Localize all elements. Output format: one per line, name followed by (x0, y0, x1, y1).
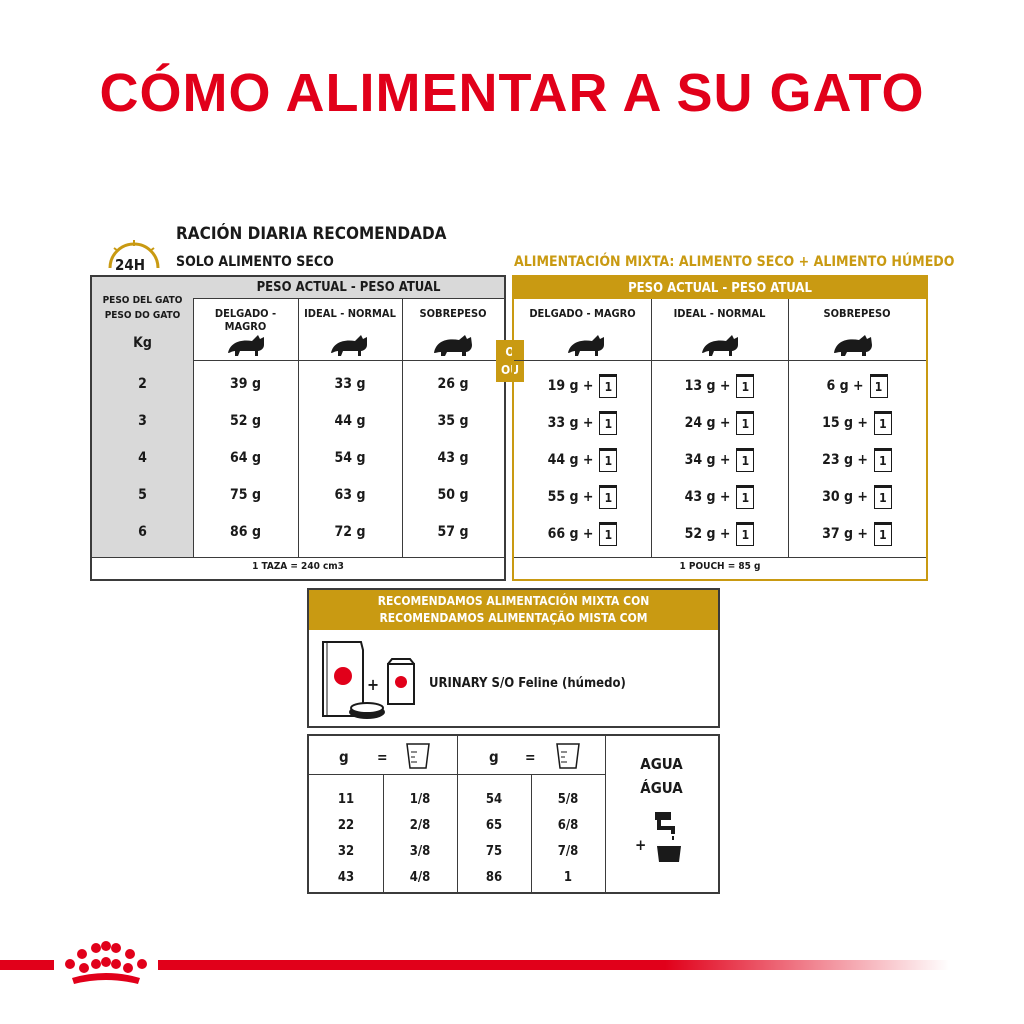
mixed-cell (651, 441, 788, 478)
pouch-icon: 1 (870, 374, 888, 398)
wet-pouch-icon (385, 658, 417, 708)
dry-cell: 50 g (437, 486, 469, 503)
mixed-cell (651, 367, 788, 404)
weight-label-es: PESO DEL GATO (102, 295, 183, 306)
dry-amount: 55 g + (547, 488, 594, 505)
table-row (514, 404, 926, 441)
pouch-icon: 1 (599, 411, 617, 435)
pouch-icon: 1 (874, 522, 892, 546)
cup-cell: 7/8 (557, 843, 579, 859)
cup-cell: 2/8 (409, 817, 431, 833)
weight-label (92, 293, 193, 323)
dry-cell: 57 g (437, 523, 469, 540)
recommendation-box (307, 588, 720, 728)
mixed-col-thin: DELGADO - MAGRO (529, 307, 636, 320)
page-title: CÓMO ALIMENTAR A SU GATO (99, 63, 925, 123)
weight-cell: 3 (138, 412, 147, 429)
mixed-heading: ALIMENTACIÓN MIXTA: ALIMENTO SECO + ALIMENTO HÚMEDO (514, 254, 955, 270)
daily-subheading: SOLO ALIMENTO SECO (176, 254, 334, 270)
pouch-icon: 1 (599, 522, 617, 546)
dry-amount: 23 g + (822, 451, 868, 468)
water-label-es: AGUA (640, 755, 683, 773)
table-row (92, 476, 504, 513)
table-row (92, 439, 504, 476)
dry-cell: 52 g (230, 412, 261, 429)
plus-sign: + (635, 836, 647, 854)
grams-cell: 54 (485, 791, 503, 807)
dry-amount: 33 g + (547, 414, 594, 431)
dry-amount: 43 g + (684, 488, 731, 505)
equals-sign: = (377, 750, 388, 766)
dry-amount: 13 g + (684, 377, 731, 394)
dry-cell: 75 g (230, 486, 261, 503)
dry-cell: 72 g (334, 523, 366, 540)
dry-amount: 37 g + (822, 525, 868, 542)
cat-icon (698, 329, 744, 357)
mixed-col-overweight: SOBREPESO (823, 307, 891, 320)
grams-cell: 86 (485, 869, 503, 885)
dry-amount: 66 g + (547, 525, 594, 542)
dry-amount: 15 g + (822, 414, 868, 431)
dry-cell: 63 g (334, 486, 366, 503)
grams-cell: 43 (337, 869, 355, 885)
pouch-icon: 1 (599, 485, 617, 509)
mixed-cell (788, 478, 926, 515)
table-row (92, 402, 504, 439)
cup-footnote: 1 TAZA = 240 cm3 (252, 561, 344, 572)
table-row (514, 515, 926, 552)
mixed-cell (788, 367, 926, 404)
cat-icon (327, 329, 373, 357)
pouch-icon: 1 (874, 411, 892, 435)
cat-icon (430, 329, 478, 357)
water-label (605, 752, 718, 800)
dry-cell: 44 g (334, 412, 366, 429)
dry-amount: 52 g + (684, 525, 731, 542)
grams-cell: 11 (337, 791, 355, 807)
equals-sign: = (525, 750, 536, 766)
mixed-cell (651, 515, 788, 552)
table-row (514, 367, 926, 404)
cup-cell: 1 (563, 869, 573, 885)
cat-icon (224, 329, 270, 357)
measuring-cup-icon (555, 742, 581, 770)
dry-cell: 35 g (437, 412, 469, 429)
mixed-cell (788, 441, 926, 478)
table-row (514, 478, 926, 515)
pouch-icon: 1 (599, 374, 617, 398)
grams-cell: 65 (485, 817, 503, 833)
dry-food-table (90, 275, 506, 581)
conversion-table (307, 734, 720, 894)
weight-cell: 6 (138, 523, 147, 540)
dry-cell: 86 g (230, 523, 261, 540)
dry-cell: 39 g (230, 375, 261, 392)
dry-amount: 30 g + (822, 488, 868, 505)
pouch-icon: 1 (874, 448, 892, 472)
dry-amount: 19 g + (547, 377, 594, 394)
dry-col-thin: DELGADO - MAGRO (214, 307, 277, 333)
clock-badge-label: 24H (115, 256, 146, 274)
pouch-footnote: 1 POUCH = 85 g (679, 561, 761, 572)
cup-cell: 1/8 (409, 791, 431, 807)
dry-amount: 44 g + (547, 451, 594, 468)
water-tap-icon (649, 808, 685, 868)
mixed-cell (514, 515, 651, 552)
mixed-cell (651, 478, 788, 515)
pouch-icon: 1 (736, 448, 754, 472)
pouch-icon: 1 (736, 374, 754, 398)
conversion-rows (309, 786, 605, 890)
pouch-icon: 1 (736, 411, 754, 435)
measuring-cup-icon (405, 742, 431, 770)
or-badge-pt: OU (501, 363, 519, 377)
dry-cell: 64 g (230, 449, 261, 466)
mixed-cell (514, 441, 651, 478)
cup-cell: 3/8 (409, 843, 431, 859)
pouch-icon: 1 (599, 448, 617, 472)
weight-label-pt: PESO DO GATO (104, 310, 181, 321)
mixed-cell (514, 367, 651, 404)
table-row (92, 513, 504, 550)
grams-cell: 22 (337, 817, 355, 833)
grams-label: g (339, 748, 349, 766)
dry-amount: 34 g + (684, 451, 731, 468)
table-row (309, 864, 605, 890)
cat-icon (830, 329, 878, 357)
dry-amount: 6 g + (826, 377, 864, 394)
mixed-cell (651, 404, 788, 441)
cup-cell: 5/8 (557, 791, 579, 807)
table-row (92, 365, 504, 402)
mixed-cell (788, 515, 926, 552)
dry-rows (92, 365, 504, 550)
mixed-cell (514, 478, 651, 515)
mixed-cell (514, 404, 651, 441)
mixed-food-table (512, 275, 928, 581)
grams-label: g (489, 748, 499, 766)
dry-table-header: PESO ACTUAL - PESO ATUAL (193, 277, 504, 299)
pouch-icon: 1 (874, 485, 892, 509)
pouch-icon: 1 (736, 522, 754, 546)
cup-cell: 4/8 (409, 869, 431, 885)
dry-cell: 54 g (334, 449, 366, 466)
weight-cell: 2 (138, 375, 147, 392)
dry-cell: 33 g (334, 375, 366, 392)
recommendation-pt: RECOMENDAMOS ALIMENTAÇÃO MISTA COM (379, 611, 648, 625)
dry-cell: 43 g (437, 449, 469, 466)
water-label-pt: ÁGUA (640, 779, 683, 797)
product-name: URINARY S/O Feline (húmedo) (429, 676, 626, 691)
table-row (309, 812, 605, 838)
table-row (309, 786, 605, 812)
daily-heading: RACIÓN DIARIA RECOMENDADA (176, 224, 447, 244)
table-row (514, 441, 926, 478)
table-row (309, 838, 605, 864)
cup-cell: 6/8 (557, 817, 579, 833)
or-badge-es: O (505, 345, 515, 359)
mixed-col-ideal: IDEAL - NORMAL (673, 307, 766, 320)
recommendation-header (309, 590, 718, 630)
cat-icon (564, 329, 610, 357)
mixed-rows (514, 367, 926, 552)
weight-cell: 4 (138, 449, 147, 466)
dry-col-overweight: SOBREPESO (419, 307, 487, 320)
unit-label: Kg (133, 335, 152, 351)
dry-amount: 24 g + (684, 414, 731, 431)
mixed-cell (788, 404, 926, 441)
dry-cell: 26 g (437, 375, 469, 392)
weight-cell: 5 (138, 486, 147, 503)
grams-cell: 32 (337, 843, 355, 859)
crown-logo-icon (60, 938, 152, 988)
grams-cell: 75 (485, 843, 503, 859)
dry-col-ideal: IDEAL - NORMAL (304, 307, 396, 320)
pouch-icon: 1 (736, 485, 754, 509)
recommendation-es: RECOMENDAMOS ALIMENTACIÓN MIXTA CON (377, 594, 650, 608)
mixed-table-header: PESO ACTUAL - PESO ATUAL (514, 277, 926, 299)
plus-sign: + (367, 675, 380, 694)
